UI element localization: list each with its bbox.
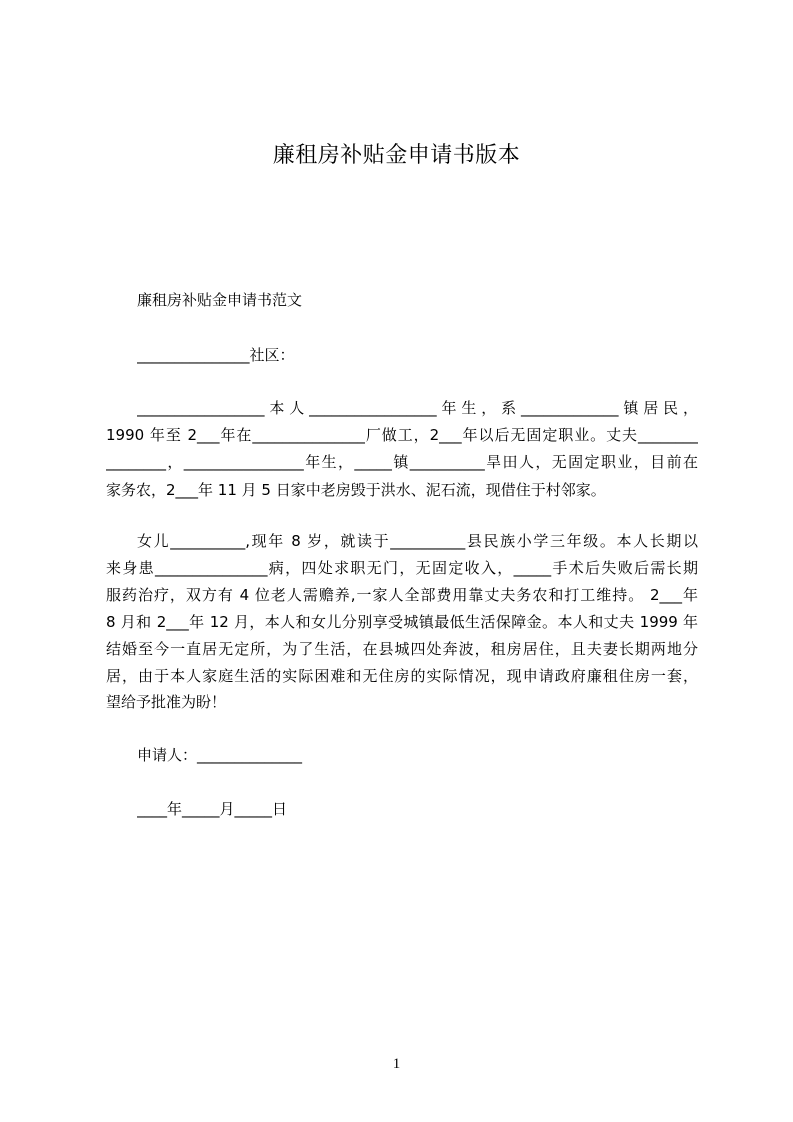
page-number: 1 bbox=[392, 1056, 401, 1072]
paragraph1-line1: _________________本人_________________年生，系_____________镇居民， bbox=[137, 399, 698, 417]
paragraph2-line3: 服药治疗，双方有 4 位老人需赡养,一家人全部费用靠丈夫务农和打工维持。 2___年 bbox=[106, 586, 698, 604]
date-line: ____年_____月_____日 bbox=[137, 800, 288, 818]
paragraph1-line4: 家务农，2___年 11 月 5 日家中老房毁于洪水、泥石流，现借住于村邻家。 bbox=[106, 481, 606, 499]
subtitle: 廉租房补贴金申请书范文 bbox=[137, 291, 303, 309]
document-title: 廉租房补贴金申请书版本 bbox=[272, 143, 521, 168]
paragraph2-line5: 结婚至今一直居无定所，为了生活，在县城四处奔波，租房居住，且夫妻长期两地分 bbox=[106, 640, 698, 658]
paragraph2-line1: 女儿__________,现年 8 岁，就读于__________县民族小学三年级。本人长期以 bbox=[137, 532, 698, 550]
paragraph1-line3: ________，________________年生，_____镇__________旱田人，无固定职业，目前在 bbox=[106, 453, 698, 471]
paragraph2-line6: 居，由于本人家庭生活的实际困难和无住房的实际情况，现申请政府廉租住房一套， bbox=[106, 667, 698, 685]
salutation: _______________社区： bbox=[137, 346, 295, 364]
paragraph1-line2: 1990 年至 2___年在_______________厂做工，2___年以后无固定职业。丈夫________ bbox=[106, 426, 698, 444]
paragraph2-line7: 望给予批准为盼！ bbox=[106, 693, 227, 711]
paragraph2-line4: 8 月和 2___年 12 月，本人和女儿分别享受城镇最低生活保障金。本人和丈夫 1999 年 bbox=[106, 613, 698, 631]
paragraph2-line2: 来身患_______________病，四处求职无门，无固定收入，_____手术后失败后需长期 bbox=[106, 559, 698, 577]
applicant-signature-line: 申请人：______________ bbox=[137, 746, 303, 764]
